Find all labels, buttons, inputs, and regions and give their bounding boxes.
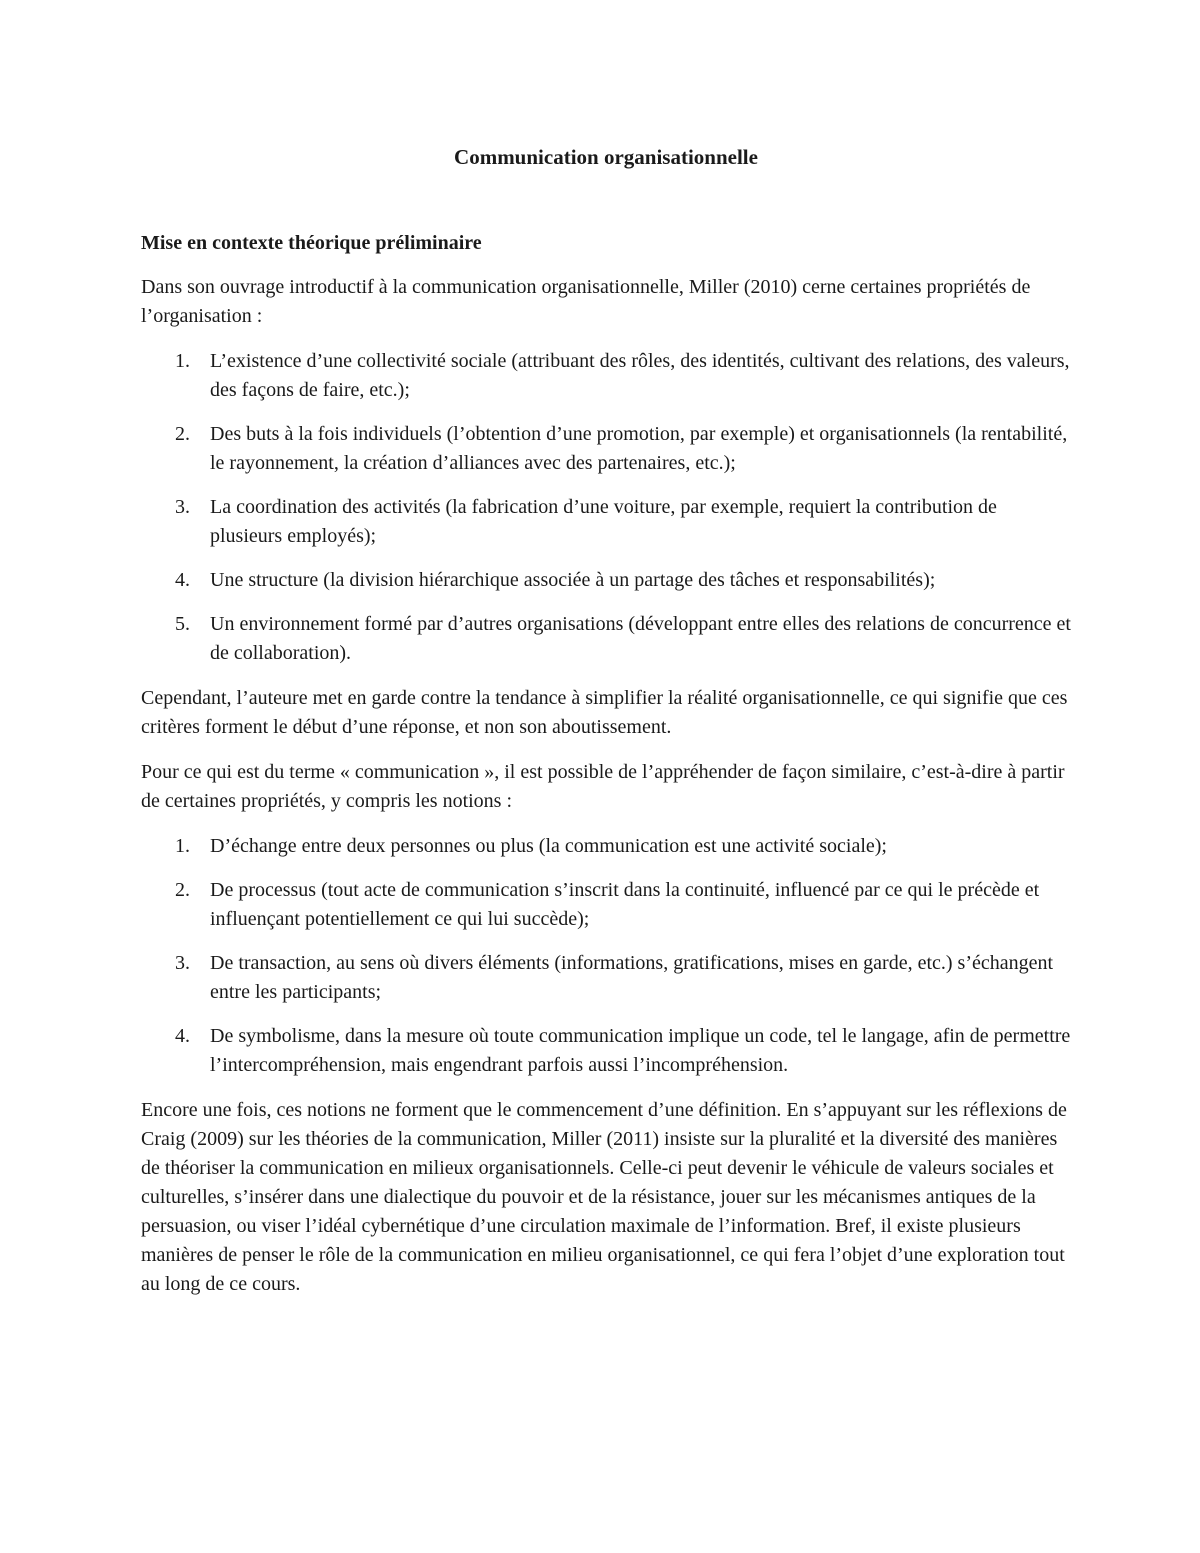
communication-notions-list <box>141 832 1071 1080</box>
list-item <box>141 876 1071 934</box>
list-number: 4. <box>175 569 190 591</box>
list-item <box>141 832 1071 861</box>
communication-paragraph: Pour ce qui est du terme « communication », il est possible de l’appréhender de façon similaire, c’est-à-dire à partir de certaines propriétés, y compris les notions : <box>141 761 1065 812</box>
list-item-text: Un environnement formé par d’autres organisations (développant entre elles des relations de concurrence et de collaboration). <box>210 613 1071 664</box>
list-item-text: D’échange entre deux personnes ou plus (la communication est une activité sociale); <box>210 835 887 857</box>
list-item-text: De processus (tout acte de communication s’inscrit dans la continuité, influencé par ce qui le précède et influençant potentiellement ce qui lui succède); <box>210 879 1040 930</box>
intro-paragraph: Dans son ouvrage introductif à la communication organisationnelle, Miller (2010) cerne certaines propriétés de l’organisation : <box>141 276 1031 327</box>
list-item-text: Des buts à la fois individuels (l’obtention d’une promotion, par exemple) et organisationnels (la rentabilité, le rayonnement, la création d’alliances avec des partenaires, etc.); <box>210 423 1068 474</box>
document-body <box>141 140 1071 1315</box>
list-number: 1. <box>175 835 190 857</box>
conclusion-paragraph: Encore une fois, ces notions ne forment que le commencement d’une définition. En s’appuyant sur les réflexions de Craig (2009) sur les théories de la communication, Miller (2011) insiste sur la pluralité et la diversité des manières de théoriser la communication en milieux organisationnels. Celle-ci peut devenir le véhicule de valeurs sociales et culturelles, s’insérer dans une dialectique du pouvoir et de la résistance, jouer sur les mécanismes antiques de la persuasion, ou viser l’idéal cybernétique d’une circulation maximale de l’information. Bref, il existe plusieurs manières de penser le rôle de la communication en milieu organisationnel, ce qui fera l’objet d’une exploration tout au long de ce cours. <box>141 1099 1067 1295</box>
list-item <box>141 420 1071 478</box>
list-item <box>141 1022 1071 1080</box>
organisation-properties-list <box>141 347 1071 668</box>
list-number: 5. <box>175 613 190 635</box>
list-item-text: L’existence d’une collectivité sociale (attribuant des rôles, des identités, cultivant des relations, des valeurs, des façons de faire, etc.); <box>210 350 1070 401</box>
list-item <box>141 347 1071 405</box>
list-item-text: Une structure (la division hiérarchique associée à un partage des tâches et responsabilités); <box>210 569 936 591</box>
list-item <box>141 610 1071 668</box>
list-item-text: De symbolisme, dans la mesure où toute communication implique un code, tel le langage, afin de permettre l’intercompréhension, mais engendrant parfois aussi l’incompréhension. <box>210 1025 1071 1076</box>
list-item <box>141 493 1071 551</box>
document-title: Communication organisationnelle <box>454 145 758 169</box>
cependant-paragraph: Cependant, l’auteure met en garde contre la tendance à simplifier la réalité organisationnelle, ce qui signifie que ces critères forment le début d’une réponse, et non son aboutissement. <box>141 687 1068 738</box>
list-item <box>141 566 1071 595</box>
list-item <box>141 949 1071 1007</box>
list-number: 3. <box>175 496 190 518</box>
list-number: 3. <box>175 952 190 974</box>
list-number: 2. <box>175 879 190 901</box>
list-number: 2. <box>175 423 190 445</box>
list-number: 4. <box>175 1025 190 1047</box>
list-number: 1. <box>175 350 190 372</box>
list-item-text: De transaction, au sens où divers éléments (informations, gratifications, mises en garde, etc.) s’échangent entre les participants; <box>210 952 1054 1003</box>
list-item-text: La coordination des activités (la fabrication d’une voiture, par exemple, requiert la contribution de plusieurs employés); <box>210 496 997 547</box>
section-heading: Mise en contexte théorique préliminaire <box>141 232 482 254</box>
